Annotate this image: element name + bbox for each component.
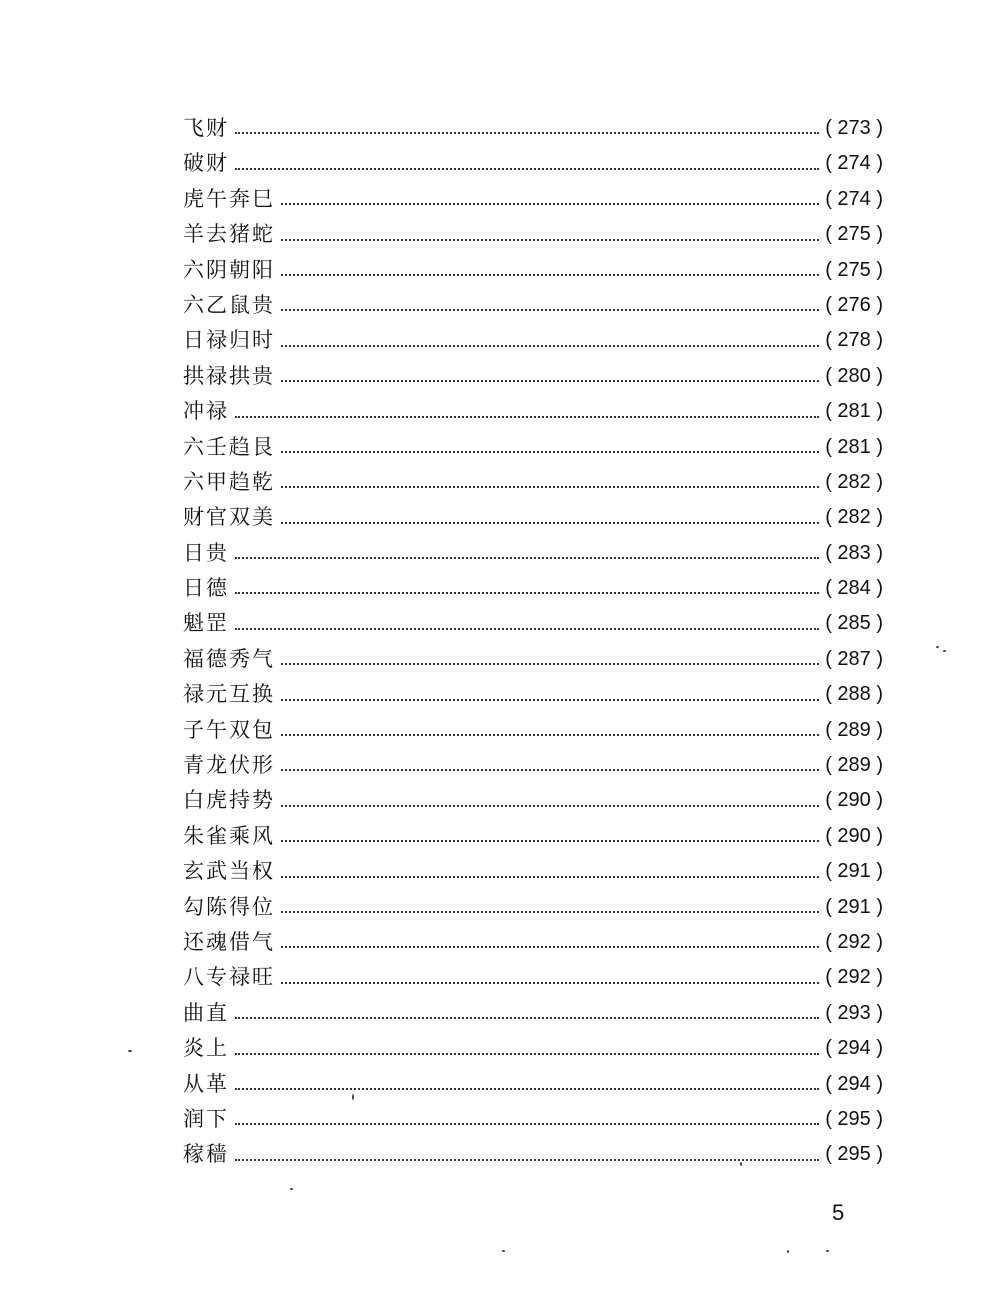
toc-entry <box>183 359 883 394</box>
page-number: 5 <box>832 1200 845 1225</box>
toc-entry <box>183 430 883 465</box>
toc-entry-page: ( 287 ) <box>825 647 883 670</box>
toc-entry-page: ( 290 ) <box>825 789 883 812</box>
toc-entry <box>183 288 883 323</box>
toc-entry-title: 六壬趋艮 <box>183 434 275 459</box>
toc-entry <box>183 1067 883 1102</box>
dot-leader <box>281 876 819 878</box>
toc-entry <box>183 713 883 748</box>
dot-leader <box>281 946 819 948</box>
dot-leader <box>281 345 819 347</box>
toc-entry-title: 魁罡 <box>183 611 229 636</box>
scan-speck <box>502 1250 505 1252</box>
dot-leader <box>281 805 819 807</box>
toc-entry-page: ( 284 ) <box>825 577 883 600</box>
toc-entry-page: ( 291 ) <box>825 860 883 883</box>
dot-leader <box>281 840 819 842</box>
dot-leader <box>281 699 819 701</box>
toc-entry-title: 羊去猪蛇 <box>183 222 275 247</box>
table-of-contents <box>183 111 883 1173</box>
dot-leader <box>281 380 819 382</box>
toc-entry <box>183 854 883 889</box>
dot-leader <box>281 451 819 453</box>
toc-entry <box>183 890 883 925</box>
dot-leader <box>281 203 819 205</box>
toc-entry <box>183 748 883 783</box>
toc-entry-page: ( 294 ) <box>825 1037 883 1060</box>
toc-entry <box>183 1102 883 1137</box>
dot-leader <box>235 592 819 594</box>
toc-entry <box>183 606 883 641</box>
toc-entry-title: 青龙伏形 <box>183 753 275 778</box>
toc-entry-title: 玄武当权 <box>183 859 275 884</box>
toc-entry-page: ( 276 ) <box>825 293 883 316</box>
dot-leader <box>235 557 819 559</box>
dot-leader <box>281 663 819 665</box>
toc-entry-page: ( 289 ) <box>825 754 883 777</box>
toc-entry-title: 勾陈得位 <box>183 894 275 919</box>
toc-entry-page: ( 281 ) <box>825 435 883 458</box>
toc-entry-title: 拱禄拱贵 <box>183 363 275 388</box>
toc-entry <box>183 217 883 252</box>
toc-entry-title: 破财 <box>183 151 229 176</box>
toc-entry <box>183 571 883 606</box>
dot-leader <box>235 1123 819 1125</box>
toc-entry <box>183 642 883 677</box>
toc-entry-title: 白虎持势 <box>183 788 275 813</box>
toc-entry-title: 禄元互换 <box>183 682 275 707</box>
scan-speck <box>826 1250 829 1252</box>
toc-entry <box>183 925 883 960</box>
dot-leader <box>281 734 819 736</box>
toc-entry <box>183 996 883 1031</box>
toc-entry-page: ( 280 ) <box>825 364 883 387</box>
scan-speck <box>128 1050 132 1052</box>
toc-entry-title: 朱雀乘风 <box>183 823 275 848</box>
toc-entry <box>183 960 883 995</box>
scan-speck <box>787 1250 789 1253</box>
toc-entry-page: ( 273 ) <box>825 116 883 139</box>
dot-leader <box>235 168 819 170</box>
toc-entry-title: 财官双美 <box>183 505 275 530</box>
toc-entry <box>183 111 883 146</box>
scan-speck <box>740 1162 742 1166</box>
scan-speck <box>352 1094 354 1100</box>
toc-entry-page: ( 292 ) <box>825 930 883 953</box>
toc-entry-page: ( 282 ) <box>825 470 883 493</box>
scan-speck <box>943 650 946 652</box>
toc-entry-title: 炎上 <box>183 1036 229 1061</box>
toc-entry-title: 日禄归时 <box>183 328 275 353</box>
dot-leader <box>281 309 819 311</box>
toc-entry <box>183 394 883 429</box>
toc-entry-title: 六阴朝阳 <box>183 257 275 282</box>
toc-entry-title: 从革 <box>183 1071 229 1096</box>
toc-entry-page: ( 288 ) <box>825 683 883 706</box>
dot-leader <box>235 1017 819 1019</box>
toc-entry-page: ( 295 ) <box>825 1107 883 1130</box>
dot-leader <box>281 486 819 488</box>
toc-entry-page: ( 290 ) <box>825 824 883 847</box>
dot-leader <box>235 1088 819 1090</box>
toc-entry-page: ( 291 ) <box>825 895 883 918</box>
toc-entry <box>183 253 883 288</box>
toc-entry-page: ( 293 ) <box>825 1001 883 1024</box>
toc-entry <box>183 677 883 712</box>
toc-entry-title: 日贵 <box>183 540 229 565</box>
toc-entry-title: 润下 <box>183 1106 229 1131</box>
toc-entry <box>183 182 883 217</box>
toc-entry-title: 曲直 <box>183 1000 229 1025</box>
toc-entry-page: ( 278 ) <box>825 329 883 352</box>
toc-entry <box>183 536 883 571</box>
scan-speck <box>290 1188 293 1190</box>
toc-entry-page: ( 281 ) <box>825 400 883 423</box>
toc-entry-title: 子午双包 <box>183 717 275 742</box>
scan-speck <box>936 646 939 648</box>
toc-entry-page: ( 274 ) <box>825 187 883 210</box>
dot-leader <box>235 628 819 630</box>
dot-leader <box>281 522 819 524</box>
toc-entry-page: ( 274 ) <box>825 152 883 175</box>
dot-leader <box>281 274 819 276</box>
toc-entry-title: 冲禄 <box>183 399 229 424</box>
toc-entry <box>183 1031 883 1066</box>
dot-leader <box>235 1053 819 1055</box>
toc-entry-page: ( 295 ) <box>825 1143 883 1166</box>
toc-entry <box>183 500 883 535</box>
toc-entry-page: ( 289 ) <box>825 718 883 741</box>
toc-entry-page: ( 283 ) <box>825 541 883 564</box>
dot-leader <box>281 239 819 241</box>
toc-entry-page: ( 275 ) <box>825 258 883 281</box>
toc-entry-title: 虎午奔巳 <box>183 186 275 211</box>
toc-entry <box>183 323 883 358</box>
dot-leader <box>235 1159 819 1161</box>
toc-entry-title: 六甲趋乾 <box>183 469 275 494</box>
toc-entry-page: ( 285 ) <box>825 612 883 635</box>
toc-entry-page: ( 275 ) <box>825 223 883 246</box>
toc-entry <box>183 1137 883 1172</box>
toc-entry-page: ( 282 ) <box>825 506 883 529</box>
toc-entry-title: 稼穑 <box>183 1142 229 1167</box>
toc-entry-title: 福德秀气 <box>183 646 275 671</box>
toc-entry-title: 六乙鼠贵 <box>183 292 275 317</box>
dot-leader <box>235 132 819 134</box>
dot-leader <box>281 982 819 984</box>
toc-entry <box>183 819 883 854</box>
dot-leader <box>235 416 819 418</box>
toc-entry <box>183 783 883 818</box>
toc-entry <box>183 465 883 500</box>
toc-entry <box>183 146 883 181</box>
toc-entry-title: 八专禄旺 <box>183 965 275 990</box>
toc-entry-page: ( 292 ) <box>825 966 883 989</box>
toc-entry-title: 飞财 <box>183 115 229 140</box>
toc-entry-page: ( 294 ) <box>825 1072 883 1095</box>
dot-leader <box>281 911 819 913</box>
toc-entry-title: 日德 <box>183 576 229 601</box>
dot-leader <box>281 769 819 771</box>
toc-entry-title: 还魂借气 <box>183 929 275 954</box>
